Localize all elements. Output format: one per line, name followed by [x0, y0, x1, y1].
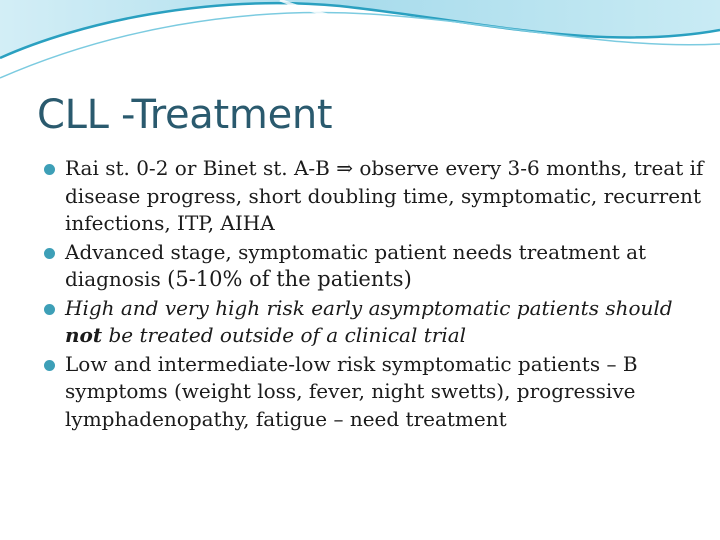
bullet-icon	[44, 248, 55, 259]
header-wave-decoration	[0, 0, 720, 90]
slide-title: CLL -Treatment	[37, 92, 333, 138]
bullet-item: High and very high risk early asymptomatic patients should not be treated outside of a clinical trial	[44, 295, 714, 350]
bullet-item: Rai st. 0-2 or Binet st. A-B ⇒ observe every 3-6 months, treat if disease progress, short doubling time, symptomatic, recurrent infections, ITP, AIHA	[44, 155, 714, 238]
emphasis-not: not	[65, 323, 103, 347]
implies-arrow-icon: ⇒	[336, 156, 353, 180]
bullet-list	[44, 155, 714, 434]
bullet-icon	[44, 164, 55, 175]
bullet-icon	[44, 360, 55, 371]
bullet-item: Advanced stage, symptomatic patient needs treatment at diagnosis (5-10% of the patients)	[44, 239, 714, 294]
bullet-icon	[44, 304, 55, 315]
bullet-item: Low and intermediate-low risk symptomatic patients – B symptoms (weight loss, fever, night swetts), progressive lymphadenopathy, fatigue – need treatment	[44, 351, 714, 434]
